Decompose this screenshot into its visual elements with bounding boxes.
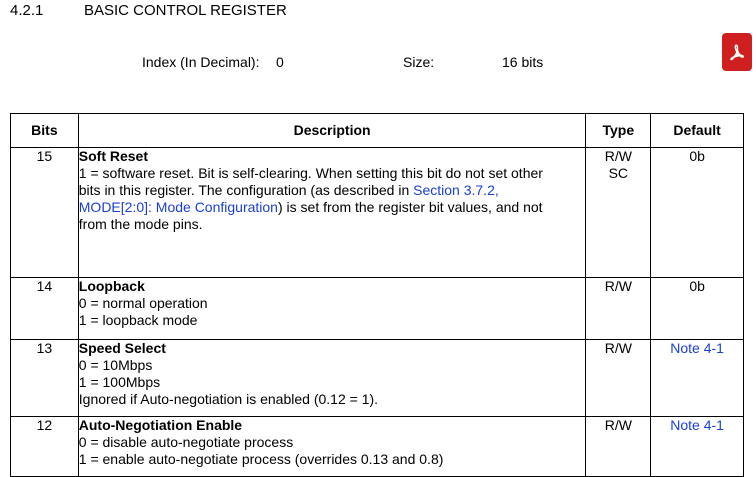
table-row: [11, 148, 744, 278]
description-line: 1 = 100Mbps: [78, 374, 161, 390]
header-description: Description: [78, 114, 586, 148]
index-label: Index (In Decimal):: [142, 54, 260, 70]
default-cell: 0b: [651, 278, 744, 340]
default-cell: 0b: [651, 148, 744, 278]
default-cell: [651, 340, 744, 417]
field-name: Speed Select: [78, 340, 166, 356]
description-line: Ignored if Auto-negotiation is enabled (0.12 = 1).: [78, 391, 379, 407]
type-value: SC: [608, 165, 629, 181]
header-type: Type: [586, 114, 651, 148]
section-heading: [10, 2, 287, 19]
pdf-icon: [727, 42, 747, 62]
size-label: Size:: [403, 54, 435, 70]
bits-cell: 13: [11, 340, 79, 417]
description-line: 0 = normal operation: [78, 295, 208, 311]
description-line: 1 = loopback mode: [78, 312, 198, 328]
section-link[interactable]: Section 3.7.2,: [413, 182, 499, 198]
description-line: [79, 182, 586, 199]
field-name: Auto-Negotiation Enable: [78, 417, 243, 433]
description-cell: [78, 340, 586, 417]
size-value: 16 bits: [502, 54, 544, 70]
pdf-download-button[interactable]: [722, 33, 752, 71]
header-default: Default: [651, 114, 744, 148]
table-row: [11, 340, 744, 417]
field-name: Soft Reset: [78, 148, 148, 164]
register-table: [10, 113, 744, 477]
bits-cell: 15: [11, 148, 79, 278]
description-cell: [78, 417, 586, 477]
description-line: from the mode pins.: [78, 216, 203, 232]
description-cell: [78, 148, 586, 278]
description-text: bits in this register. The configuration (as described in: [78, 182, 414, 198]
table-row: [11, 278, 744, 340]
description-line: 0 = 10Mbps: [78, 357, 153, 373]
type-cell: R/W: [586, 417, 651, 477]
section-number: 4.2.1: [10, 2, 44, 19]
section-title: BASIC CONTROL REGISTER: [84, 2, 287, 19]
description-line: 0 = disable auto-negotiate process: [78, 434, 294, 450]
mode-config-link[interactable]: MODE[2:0]: Mode Configuration: [78, 199, 278, 215]
type-cell: R/W: [586, 278, 651, 340]
description-line: 1 = enable auto-negotiate process (overrides 0.13 and 0.8): [78, 451, 444, 467]
description-text: ) is set from the register bit values, and not: [277, 199, 543, 215]
table-header-row: [11, 114, 744, 148]
note-link[interactable]: Note 4-1: [670, 340, 724, 356]
header-bits: Bits: [11, 114, 79, 148]
field-name: Loopback: [78, 278, 145, 294]
type-value: R/W: [604, 148, 632, 164]
bits-cell: 12: [11, 417, 79, 477]
description-cell: [78, 278, 586, 340]
description-line: 1 = software reset. Bit is self-clearing. When setting this bit do not set other: [78, 165, 543, 181]
type-cell: [586, 148, 651, 278]
note-link[interactable]: Note 4-1: [670, 417, 724, 433]
index-value: 0: [276, 54, 284, 70]
description-line: [79, 199, 586, 216]
bits-cell: 14: [11, 278, 79, 340]
table-row: [11, 417, 744, 477]
default-cell: [651, 417, 744, 477]
type-cell: R/W: [586, 340, 651, 417]
